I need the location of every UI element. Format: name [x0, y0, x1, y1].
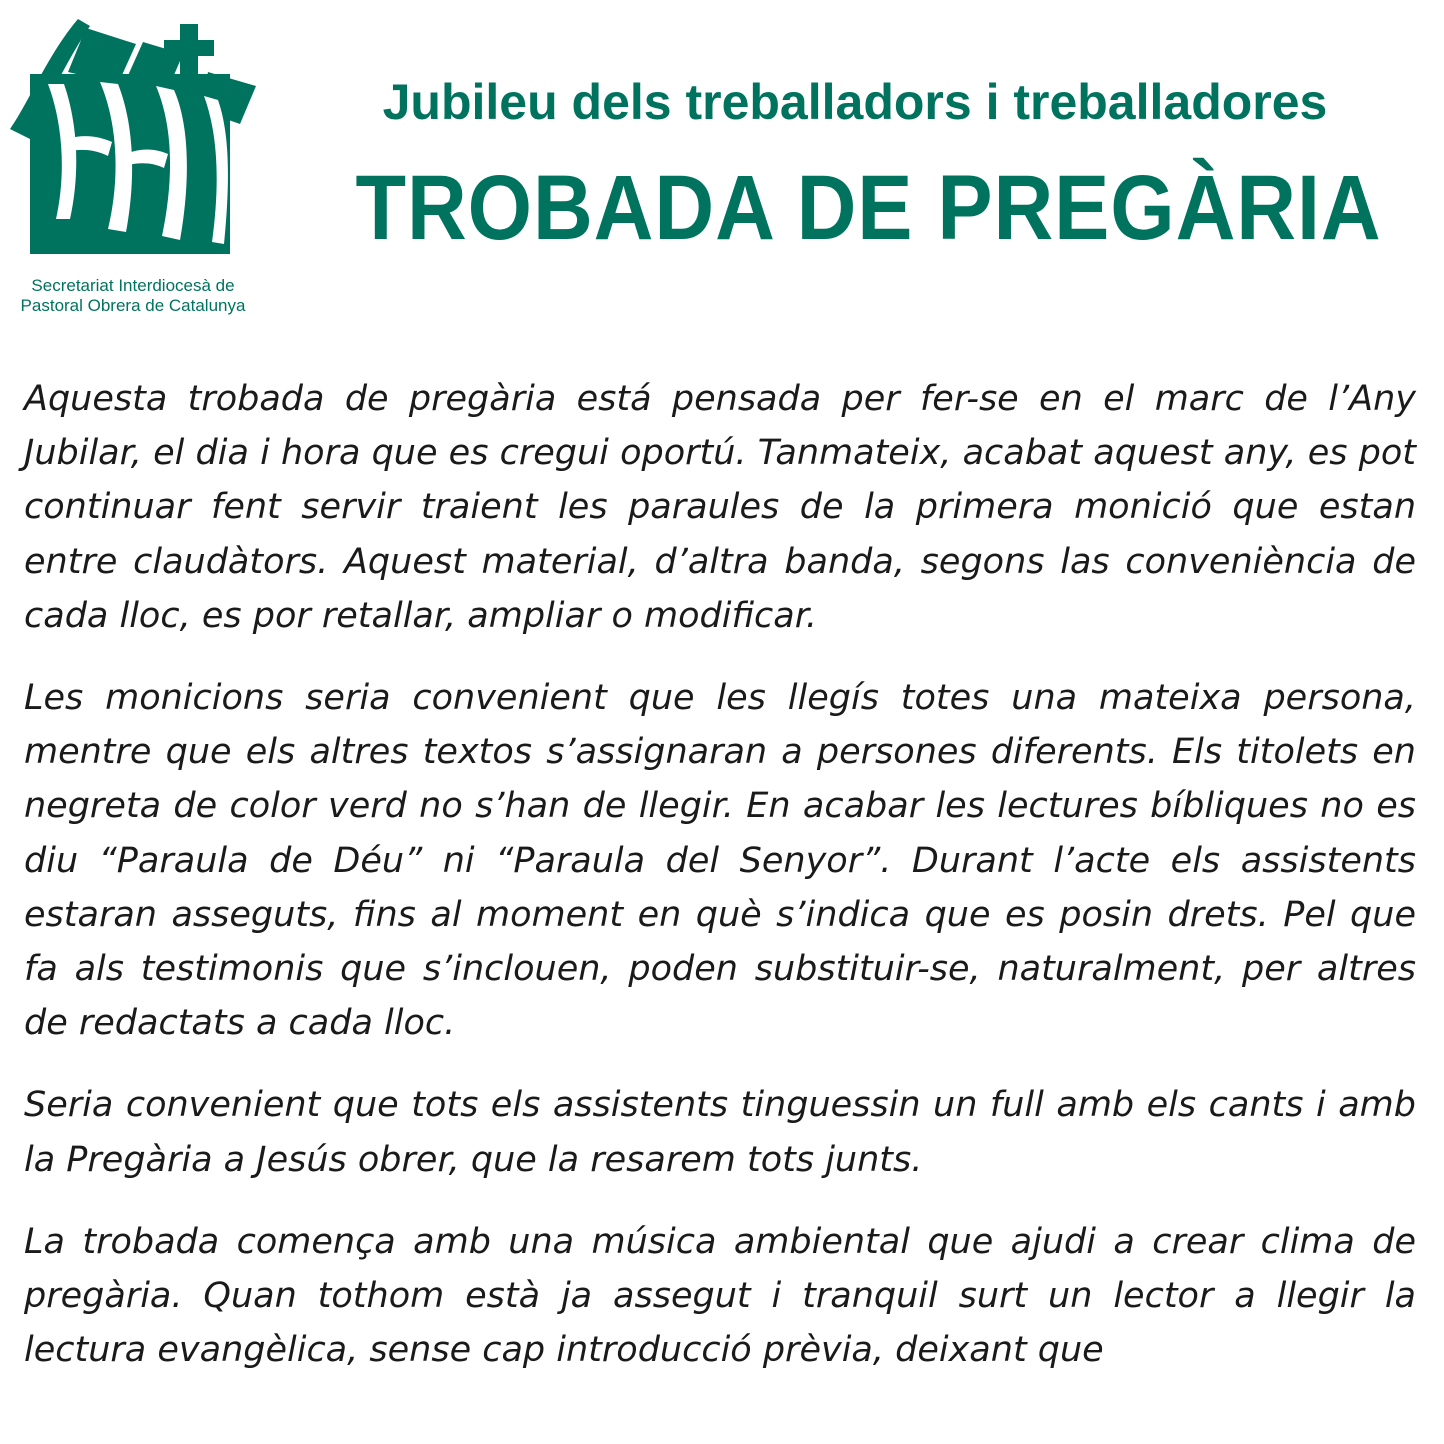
paragraph-3: Seria convenient que tots els assistents tinguessin un full amb els cants i amb la Pregària a Jesús obrer, que la resarem tots junts. [24, 1085, 1416, 1180]
paragraph-2: Les monicions seria convenient que les llegís totes una mateixa persona, mentre que els altres textos s’assignaran a persones diferents. Els titolets en negreta de color verd no s’han de llegir. En acabar les lectures bíbliques no es diu “Paraula de Déu” ni “Paraula del Senyor”. Durant l’acte els assistents estaran asseguts, fins al moment en què s’indica que es posin drets. Pel que fa als testimonis que s’inclouen, poden substituir-se, naturalment, per altres de redactats a cada lloc. [24, 678, 1416, 1044]
logo-caption [8, 276, 258, 316]
instructions-body [24, 372, 1416, 1405]
logo-caption-line1: Secretariat Interdiocesà de [31, 276, 235, 295]
paragraph-1: Aquesta trobada de pregària está pensada per fer-se en el marc de l’Any Jubilar, el dia i hora que es cregui oportú. Tanmateix, acabat aquest any, es pot continuar fent servir traient les paraules de la primera monició que estan entre claudàtors. Aquest material, d’altra banda, segons las conveniència de cada lloc, es por retallar, ampliar o modificar. [24, 379, 1416, 636]
page-title: TROBADA DE PREGÀRIA [355, 157, 1382, 259]
header [300, 72, 1410, 258]
logo-caption-line2: Pastoral Obrera de Catalunya [20, 296, 246, 315]
page-subtitle: Jubileu dels treballadors i treballadores [382, 74, 1328, 130]
jubilee-cross-logo-icon [8, 14, 258, 274]
paragraph-4: La trobada comença amb una música ambiental que ajudi a crear clima de pregària. Quan tothom està ja assegut i tranquil surt un lector a llegir la lectura evangèlica, sense cap introducció prèvia, deixant que [24, 1221, 1416, 1371]
logo [8, 14, 258, 314]
